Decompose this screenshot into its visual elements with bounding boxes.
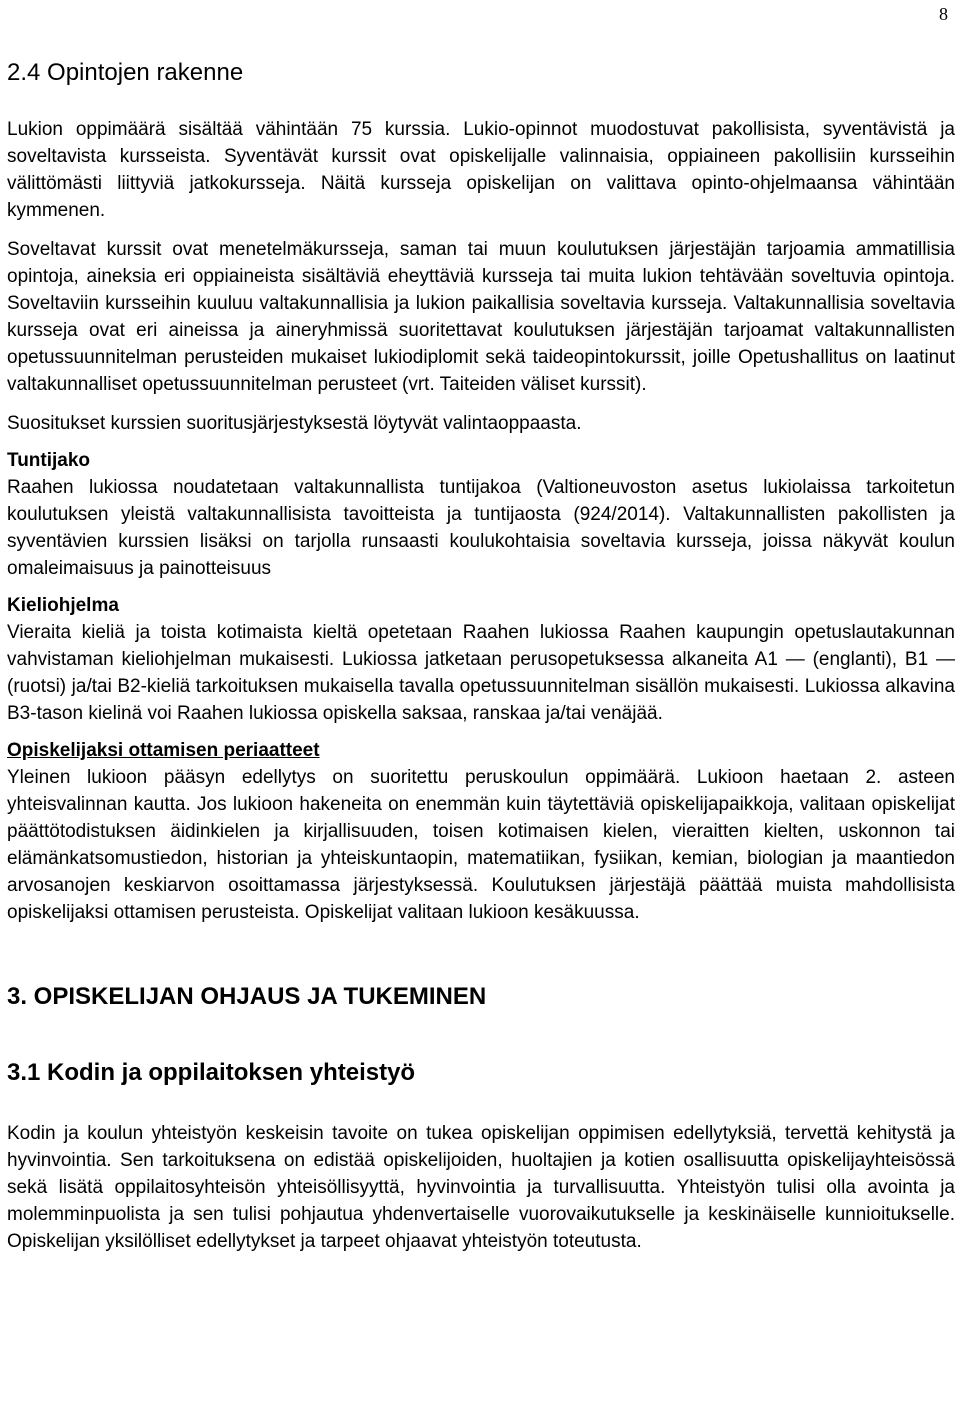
document-body	[7, 58, 955, 1255]
paragraph-kieliohjelma: Vieraita kieliä ja toista kotimaista kieltä opetetaan Raahen lukiossa Raahen kaupungin opetuslautakunnan vahvistaman kieliohjelman mukaisesti. Lukiossa jatketaan perusopetuksessa alkaneita A1 — (englanti), B1 — (ruotsi) ja/tai B2-kieliä tarkoituksen mukaisella tavalla opetussuunnitelman sisällön mukaisesti. Lukiossa alkavina B3-tason kielinä voi Raahen lukiossa opiskella saksaa, ranskaa ja/tai venäjää.	[7, 622, 955, 724]
paragraph-course-count: Lukion oppimäärä sisältää vähintään 75 kurssia. Lukio-opinnot muodostuvat pakollisista, syventävistä ja soveltavista kursseista. Syventävät kurssit ovat opiskelijalle valinnaisia, oppiaineen pakollisiin kursseihin välittömästi liittyviä jatkokursseja. Näitä kursseja opiskelijan on valittava opinto-ohjelmaansa vähintään kymmenen.	[7, 119, 955, 221]
paragraph-home-school: Kodin ja koulun yhteistyön keskeisin tavoite on tukea opiskelijan oppimisen edellytyksiä, tervettä kehitystä ja hyvinvointia. Sen tarkoituksena on edistää opiskelijoiden, huoltajien ja kotien osallisuutta opiskelijayhteisössä sekä lisätä oppilaitosyhteisön yhteisöllisyyttä, hyvinvointia ja turvallisuutta. Yhteistyön tulisi olla avointa ja molemminpuolista ja sen tulisi pohjautua yhdenvertaiselle vuorovaikutukselle ja keskinäiselle kunnioitukselle. Opiskelijan yksilölliset edellytykset ja tarpeet ohjaavat yhteistyön toteutusta.	[7, 1123, 955, 1252]
paragraph-recommendations: Suositukset kurssien suoritusjärjestyksestä löytyvät valintaoppaasta.	[7, 413, 582, 434]
paragraph-tuntijako: Raahen lukiossa noudatetaan valtakunnallista tuntijakoa (Valtioneuvoston asetus lukiolaissa tarkoitetun koulutuksen yleistä valtakunnallisista tavoitteista ja tuntijaosta (924/2014). Valtakunnallisten pakollisten ja syventävien kurssien lisäksi on tarjolla runsaasti koulukohtaisia soveltavia kursseja, joissa näkyvät koulun omaleimaisuus ja painotteisuus	[7, 477, 955, 579]
paragraph-ottaminen: Yleinen lukioon pääsyn edellytys on suoritettu peruskoulun oppimäärä. Lukioon haetaan 2. asteen yhteisvalinnan kautta. Jos lukioon hakeneita on enemmän kuin täytettäviä opiskelijapaikkoja, valitaan opiskelijat päättötodistuksen äidinkielen ja kirjallisuuden, toisen kotimaisen kielen, vieraitten kielten, uskonnon tai elämänkatsomustiedon, historian ja yhteiskuntaopin, matematiikan, fysiikan, kemian, biologian ja maantiedon arvosanojen keskiarvon osoittamassa järjestyksessä. Koulutuksen järjestäjä päättää muista mahdollisista opiskelijaksi ottamisen perusteista. Opiskelijat valitaan lukioon kesäkuussa.	[7, 767, 955, 923]
section-title-2-4: 2.4 Opintojen rakenne	[7, 59, 244, 86]
page-number: 8	[939, 4, 948, 24]
heading-kieliohjelma: Kieliohjelma	[7, 595, 119, 616]
section-title-3-1: 3.1 Kodin ja oppilaitoksen yhteistyö	[7, 1059, 416, 1086]
heading-ottaminen: Opiskelijaksi ottamisen periaatteet	[7, 740, 320, 761]
chapter-title-3: 3. OPISKELIJAN OHJAUS JA TUKEMINEN	[7, 983, 487, 1010]
heading-tuntijako: Tuntijako	[7, 450, 91, 471]
paragraph-applied-courses: Soveltavat kurssit ovat menetelmäkursseja, saman tai muun koulutuksen järjestäjän tarjoamia ammatillisia opintoja, aineksia eri oppiaineista sisältäviä eheyttäviä kursseja tai muita lukion tehtävään soveltuvia opintoja. Soveltaviin kursseihin kuuluu valtakunnallisia ja lukion paikallisia soveltavia kursseja. Valtakunnallisia soveltavia kursseja ovat eri aineissa ja aineryhmissä suoritettavat koulutuksen järjestäjän tarjoamat valtakunnallisten opetussuunnitelman perusteiden mukaiset lukiodiplomit sekä taideopintokurssit, joille Opetushallitus on laatinut valtakunnalliset opetussuunnitelman perusteet (vrt. Taiteiden väliset kurssit).	[7, 239, 955, 395]
